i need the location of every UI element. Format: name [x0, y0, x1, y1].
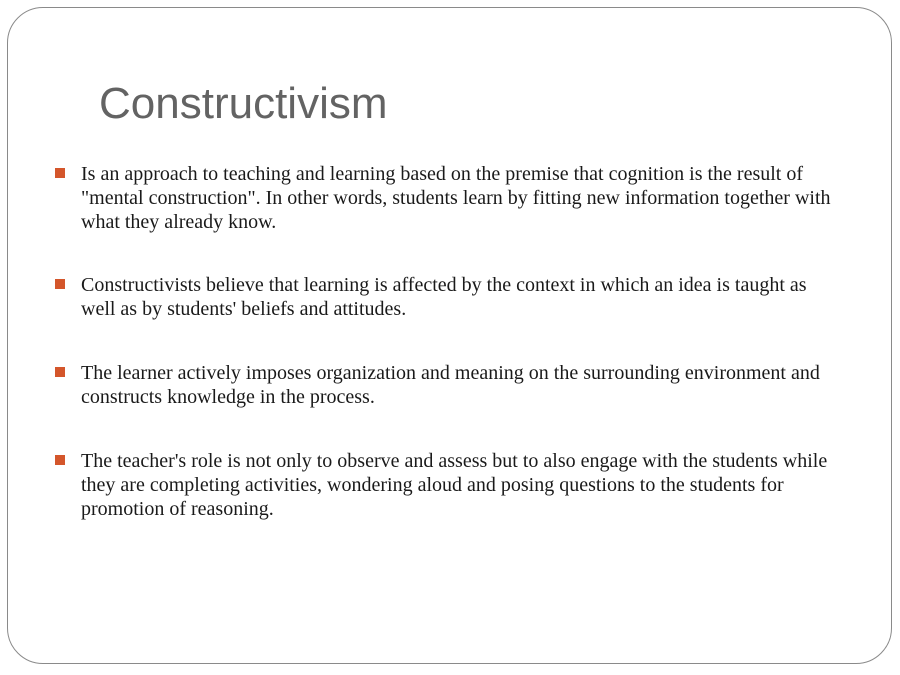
bullet-text: The learner actively imposes organization and meaning on the surrounding environment and constructs knowledge in the process. — [81, 362, 820, 408]
bullet-item — [55, 273, 845, 321]
slide-title: Constructivism — [99, 79, 388, 128]
bullet-item — [55, 449, 845, 521]
square-bullet-icon — [55, 168, 65, 178]
square-bullet-icon — [55, 279, 65, 289]
bullet-text: Is an approach to teaching and learning based on the premise that cognition is the result of "mental construction". In other words, students learn by fitting new information together with what they already know. — [81, 163, 831, 233]
square-bullet-icon — [55, 367, 65, 377]
bullet-text: The teacher's role is not only to observe and assess but to also engage with the students while they are completing activities, wondering aloud and posing questions to the students for promotion of reasoning. — [81, 450, 828, 520]
bullet-item — [55, 162, 845, 234]
bullet-item — [55, 361, 845, 409]
square-bullet-icon — [55, 455, 65, 465]
bullet-list — [55, 162, 845, 521]
bullet-text: Constructivists believe that learning is affected by the context in which an idea is taught as well as by students' beliefs and attitudes. — [81, 274, 807, 320]
